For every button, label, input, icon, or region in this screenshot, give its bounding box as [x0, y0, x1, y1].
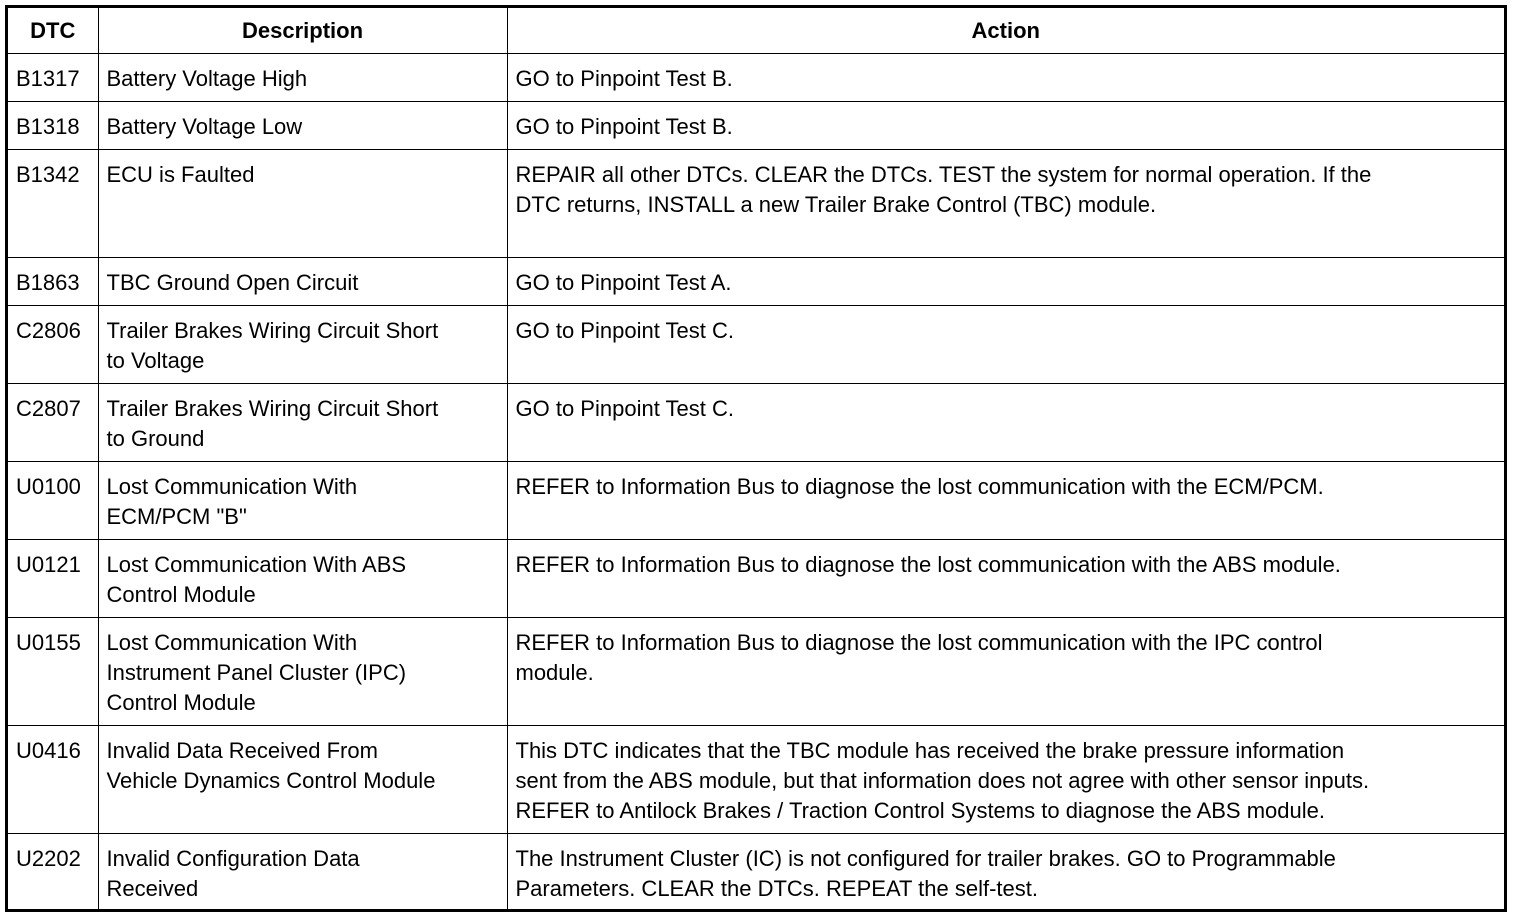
dtc-description: Trailer Brakes Wiring Circuit Short to Voltage [106, 318, 439, 373]
table-row [8, 384, 1504, 462]
dtc-table [8, 8, 1504, 910]
table-row [8, 306, 1504, 384]
table-row [8, 102, 1504, 150]
dtc-action: GO to Pinpoint Test B. [515, 114, 733, 139]
table-row [8, 150, 1504, 258]
dtc-description: Trailer Brakes Wiring Circuit Short to Ground [106, 396, 439, 451]
table-header-row [8, 8, 1504, 54]
dtc-code: B1318 [16, 114, 80, 139]
table-row [8, 54, 1504, 102]
dtc-description: Battery Voltage High [106, 66, 308, 91]
dtc-action: The Instrument Cluster (IC) is not configured for trailer brakes. GO to Programmable Parameters. CLEAR the DTCs. REPEAT the self-test. [515, 846, 1336, 901]
dtc-action: This DTC indicates that the TBC module has received the brake pressure information sent from the ABS module, but that information does not agree with other sensor inputs. REFER to Antilock Brakes / Traction Control Systems to diagnose the ABS module. [515, 738, 1370, 823]
dtc-action: GO to Pinpoint Test C. [515, 396, 734, 421]
dtc-action: GO to Pinpoint Test C. [515, 318, 734, 343]
table-row [8, 540, 1504, 618]
table-row [8, 462, 1504, 540]
table-row [8, 618, 1504, 726]
dtc-description: Lost Communication With ECM/PCM "B" [106, 474, 358, 529]
dtc-code: B1863 [16, 270, 80, 295]
dtc-action: GO to Pinpoint Test B. [515, 66, 733, 91]
dtc-description: ECU is Faulted [106, 162, 255, 187]
dtc-description: Battery Voltage Low [106, 114, 303, 139]
dtc-code: U0416 [16, 738, 81, 763]
dtc-action: GO to Pinpoint Test A. [515, 270, 732, 295]
dtc-table-frame [5, 5, 1507, 912]
dtc-description: Invalid Configuration Data Received [106, 846, 360, 901]
dtc-description: TBC Ground Open Circuit [106, 270, 359, 295]
dtc-description: Lost Communication With Instrument Panel Cluster (IPC) Control Module [106, 630, 407, 715]
dtc-action: REPAIR all other DTCs. CLEAR the DTCs. TEST the system for normal operation. If the DTC returns, INSTALL a new Trailer Brake Control (TBC) module. [515, 162, 1372, 217]
dtc-description: Lost Communication With ABS Control Module [106, 552, 407, 607]
header-dtc: DTC [8, 8, 98, 54]
dtc-description: Invalid Data Received From Vehicle Dynamics Control Module [106, 738, 436, 793]
dtc-code: C2806 [16, 318, 81, 343]
header-description: Description [98, 8, 507, 54]
dtc-code: B1342 [16, 162, 80, 187]
header-action: Action [507, 8, 1504, 54]
dtc-code: U2202 [16, 846, 81, 871]
dtc-action: REFER to Information Bus to diagnose the lost communication with the IPC control module. [515, 630, 1323, 685]
table-row [8, 834, 1504, 911]
dtc-code: U0100 [16, 474, 81, 499]
dtc-code: U0155 [16, 630, 81, 655]
dtc-code: U0121 [16, 552, 81, 577]
dtc-code: C2807 [16, 396, 81, 421]
dtc-action: REFER to Information Bus to diagnose the lost communication with the ABS module. [515, 552, 1341, 577]
table-row [8, 258, 1504, 306]
table-row [8, 726, 1504, 834]
dtc-action: REFER to Information Bus to diagnose the lost communication with the ECM/PCM. [515, 474, 1324, 499]
dtc-code: B1317 [16, 66, 80, 91]
